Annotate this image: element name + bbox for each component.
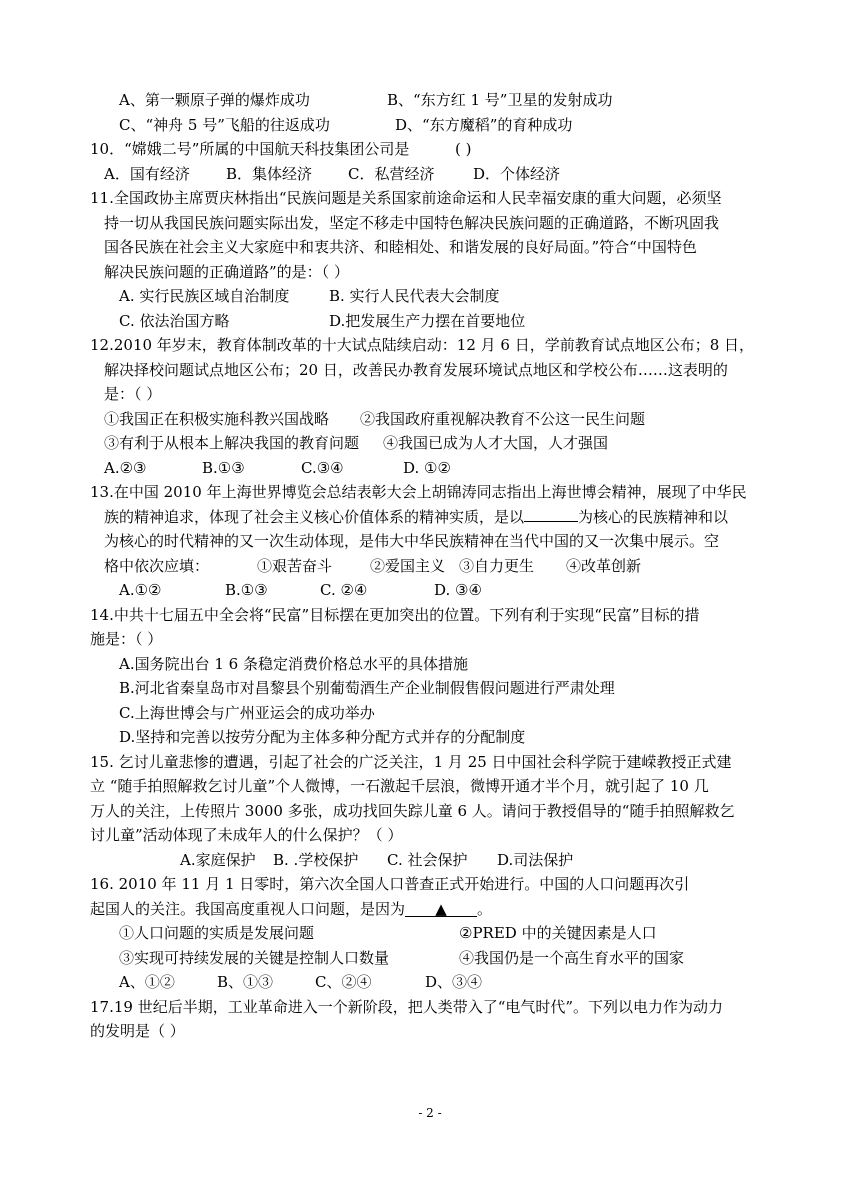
q17-line1: 17.19 世纪后半期，工业革命进入一个新阶段，把人类带入了“电气时代”。下列以电力作为动力 [90,998,724,1016]
q13-option-c: C. ②④ [320,581,368,599]
q13-line2-part-b: 为核心的民族精神和以 [578,508,729,526]
q16-line2 [90,897,492,922]
q11-option-a: A. 实行民族区域自治制度 [119,287,290,305]
q15-line1: 15. 乞讨儿童悲惨的遭遇，引起了社会的广泛关注，1 月 25 日中国社会科学院于建嵘教授正式建 [90,753,732,771]
q13-item-4: ④改革创新 [566,557,642,575]
q9-options-row1 [119,88,310,113]
q11-line2: 持一切从我国民族问题实际出发，坚定不移走中国特色解决民族问题的正确道路，不断巩固我 [104,214,720,232]
q15-line4: 讨儿童”活动体现了未成年人的什么保护？（ ） [90,826,403,844]
q15-option-b: B. .学校保护 [273,851,359,869]
q15-line3: 万人的关注，上传照片 3000 多张，成功找回失踪儿童 6 人。请问于教授倡导的“随手拍照解救乞 [90,802,735,820]
q12-line3: 是：（ ） [104,385,162,403]
q10-answer-paren: ( ) [455,140,472,158]
q12-item-1: ①我国正在积极实施科教兴国战略 [104,410,330,428]
q12-item-3: ③有利于从根本上解决我国的教育问题 [104,434,360,452]
q16-option-c: C、②④ [315,973,372,991]
q10-option-a: A．国有经济 [104,165,190,183]
q9-option-c: C、“神舟 5 号”飞船的往返成功 [119,116,330,134]
q10-option-b: B．集体经济 [226,165,313,183]
q13-item-3: ③自力更生 [459,557,535,575]
q16-option-b: B、①③ [217,973,274,991]
q11-option-d: D.把发展生产力摆在首要地位 [329,312,526,330]
q13-option-b: B.①③ [225,581,268,599]
q11-option-b: B. 实行人民代表大会制度 [329,287,500,305]
q14-option-a: A.国务院出台 1 6 条稳定消费价格总水平的具体措施 [119,655,468,673]
q14-option-b: B.河北省秦皇岛市对昌黎县个别葡萄酒生产企业制假售假问题进行严肃处理 [119,679,615,697]
q16-line1: 16. 2010 年 11 月 1 日零时，第六次全国人口普查正式开始进行。中国的人口问题再次引 [90,875,690,893]
q16-blank [405,902,477,917]
q16-item-1: ①人口问题的实质是发展问题 [119,924,315,942]
q16-item-4: ④我国仍是一个高生育水平的国家 [459,949,685,967]
triangle-icon: ▲ [435,900,447,918]
q13-line4-label: 格中依次应填： [104,557,210,575]
q12-option-d: D. ①② [403,459,451,477]
q16-option-a: A、①② [119,973,175,991]
q10-option-d: D．个体经济 [473,165,561,183]
q13-line2-part-a: 族的精神追求，体现了社会主义核心价值体系的精神实质，是以 [104,508,525,526]
q16-item-3: ③实现可持续发展的关键是控制人口数量 [119,949,390,967]
q15-option-a: A.家庭保护 [180,851,256,869]
q11-option-c: C. 依法治国方略 [119,312,230,330]
q13-line1: 13.在中国 2010 年上海世界博览会总结表彰大会上胡锦涛同志指出上海世博会精神，展现了中华民 [90,483,747,501]
q13-blank-1 [524,521,578,522]
q9-option-d: D、“东方魔稻”的育种成功 [395,116,573,134]
q12-line1: 12.2010 年岁末，教育体制改革的十大试点陆续启动：12 月 6 日，学前教育试点地区公布；8 日， [90,336,755,354]
q10-stem-text: 10．“嫦娥二号”所属的中国航天科技集团公司是 [90,140,410,158]
q13-line2 [104,505,728,530]
q12-item-2: ②我国政府重视解决教育不公这一民生问题 [360,410,646,428]
q12-option-c: C.③④ [301,459,344,477]
q9-option-b: B、“东方红 1 号”卫星的发射成功 [387,91,613,109]
q12-item-4: ④我国已成为人才大国，人才强国 [383,434,609,452]
q15-option-c: C. 社会保护 [387,851,468,869]
q12-line2: 解决择校问题试点地区公布；20 日，改善民办教育发展环境试点地区和学校公布……这表明的 [104,361,728,379]
q15-option-d: D.司法保护 [497,851,574,869]
q15-line2: 立 “随手拍照解救乞讨儿童”个人微博，一石激起千层浪，微博开通才半个月，就引起了 10 几 [90,777,709,795]
q16-line2-part-a: 起国人的关注。我国高度重视人口问题，是因为 [90,900,406,918]
q11-line1: 11.全国政协主席贾庆林指出“民族问题是关系国家前途命运和人民幸福安康的重大问题，必须坚 [90,189,722,207]
q17-line2: 的发明是（ ） [90,1022,185,1040]
q14-line1: 14.中共十七届五中全会将“民富”目标摆在更加突出的位置。下列有利于实现“民富”目标的措 [90,606,700,624]
q14-option-d: D.坚持和完善以按劳分配为主体多种分配方式并存的分配制度 [119,728,526,746]
q11-line3: 国各民族在社会主义大家庭中和衷共济、和睦相处、和谐发展的良好局面。”符合“中国特色 [104,238,697,256]
q10-option-c: C．私营经济 [348,165,435,183]
q14-line2: 施是：（ ） [90,630,163,648]
q10-stem [90,137,409,162]
q9-option-a: A、第一颗原子弹的爆炸成功 [119,91,310,109]
q16-option-d: D、③④ [425,973,483,991]
q11-line4: 解决民族问题的正确道路”的是：（ ） [104,263,349,281]
q13-item-1: ①艰苦奋斗 [257,557,333,575]
q12-option-b: B.①③ [202,459,245,477]
q13-option-d: D. ③④ [434,581,482,599]
q16-line2-part-b: 。 [477,900,493,918]
page-number: - 2 - [418,1106,442,1120]
q16-item-2: ②PRED 中的关键因素是人口 [459,924,657,942]
q13-option-a: A.①② [119,581,162,599]
q14-option-c: C.上海世博会与广州亚运会的成功举办 [119,704,375,722]
q13-item-2: ②爱国主义 [370,557,446,575]
q13-line3: 为核心的时代精神的又一次生动体现，是伟大中华民族精神在当代中国的又一次集中展示。空 [104,532,720,550]
q12-option-a: A.②③ [104,459,147,477]
